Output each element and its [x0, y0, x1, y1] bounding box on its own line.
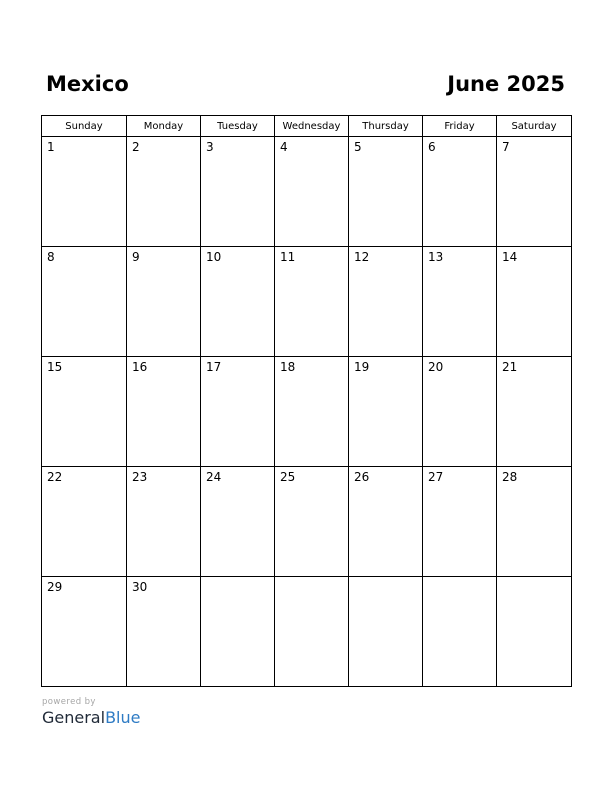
day-cell [349, 137, 423, 247]
day-cell [201, 577, 275, 687]
day-cell [349, 247, 423, 357]
day-cell [127, 357, 201, 467]
day-number: 3 [206, 140, 214, 154]
calendar-grid [41, 115, 572, 687]
day-cell [127, 247, 201, 357]
day-number: 18 [280, 360, 296, 374]
day-cell [127, 137, 201, 247]
weekday-header-friday: Friday [423, 116, 497, 137]
country-title: Mexico [46, 72, 129, 96]
day-cell [42, 137, 127, 247]
week-row [42, 357, 572, 467]
day-number: 16 [132, 360, 148, 374]
day-cell [127, 467, 201, 577]
day-cell [42, 357, 127, 467]
weekday-header-thursday: Thursday [349, 116, 423, 137]
generalblue-logo [42, 708, 140, 728]
day-cell [275, 577, 349, 687]
brand-blue-text: Blue [105, 708, 141, 727]
day-cell [275, 247, 349, 357]
day-number: 26 [354, 470, 370, 484]
day-number: 20 [428, 360, 444, 374]
day-cell [423, 137, 497, 247]
powered-by-text: powered by [42, 697, 96, 707]
day-cell [349, 577, 423, 687]
day-number [423, 577, 496, 579]
day-number [201, 577, 274, 579]
day-number: 30 [132, 580, 148, 594]
day-number: 14 [502, 250, 518, 264]
week-row [42, 137, 572, 247]
day-cell [275, 357, 349, 467]
day-number: 8 [47, 250, 55, 264]
day-cell [201, 137, 275, 247]
day-cell [497, 137, 572, 247]
day-number [275, 577, 348, 579]
day-cell [201, 357, 275, 467]
day-cell [42, 247, 127, 357]
day-cell [423, 247, 497, 357]
day-cell [127, 577, 201, 687]
day-number: 15 [47, 360, 63, 374]
day-cell [349, 467, 423, 577]
day-cell [497, 247, 572, 357]
day-number: 11 [280, 250, 296, 264]
day-number: 1 [47, 140, 55, 154]
day-cell [275, 137, 349, 247]
weekday-header-saturday: Saturday [497, 116, 572, 137]
day-cell [201, 467, 275, 577]
day-cell [497, 467, 572, 577]
day-number [497, 577, 571, 579]
day-number: 29 [47, 580, 63, 594]
week-row [42, 467, 572, 577]
day-number: 10 [206, 250, 222, 264]
day-number [349, 577, 422, 579]
footer-branding [42, 697, 140, 728]
day-number: 13 [428, 250, 444, 264]
brand-general-text: General [42, 708, 106, 727]
day-number: 9 [132, 250, 140, 264]
day-number: 27 [428, 470, 444, 484]
day-cell [423, 467, 497, 577]
day-number: 2 [132, 140, 140, 154]
day-number: 17 [206, 360, 222, 374]
day-cell [423, 577, 497, 687]
week-row [42, 247, 572, 357]
day-number: 28 [502, 470, 518, 484]
day-cell [349, 357, 423, 467]
day-cell [201, 247, 275, 357]
day-number: 4 [280, 140, 288, 154]
weekday-header-tuesday: Tuesday [201, 116, 275, 137]
day-number: 24 [206, 470, 222, 484]
day-number: 5 [354, 140, 362, 154]
month-year-title: June 2025 [447, 72, 565, 96]
day-cell [497, 357, 572, 467]
weekday-header-sunday: Sunday [42, 116, 127, 137]
weekday-header-wednesday: Wednesday [275, 116, 349, 137]
day-cell [42, 467, 127, 577]
weekday-header-monday: Monday [127, 116, 201, 137]
day-number: 21 [502, 360, 518, 374]
day-cell [423, 357, 497, 467]
day-number: 7 [502, 140, 510, 154]
day-cell [275, 467, 349, 577]
weekday-header-row [42, 116, 572, 137]
day-number: 19 [354, 360, 370, 374]
day-number: 22 [47, 470, 63, 484]
day-number: 12 [354, 250, 370, 264]
day-cell [42, 577, 127, 687]
day-number: 23 [132, 470, 148, 484]
day-cell [497, 577, 572, 687]
day-number: 6 [428, 140, 436, 154]
week-row [42, 577, 572, 687]
day-number: 25 [280, 470, 296, 484]
